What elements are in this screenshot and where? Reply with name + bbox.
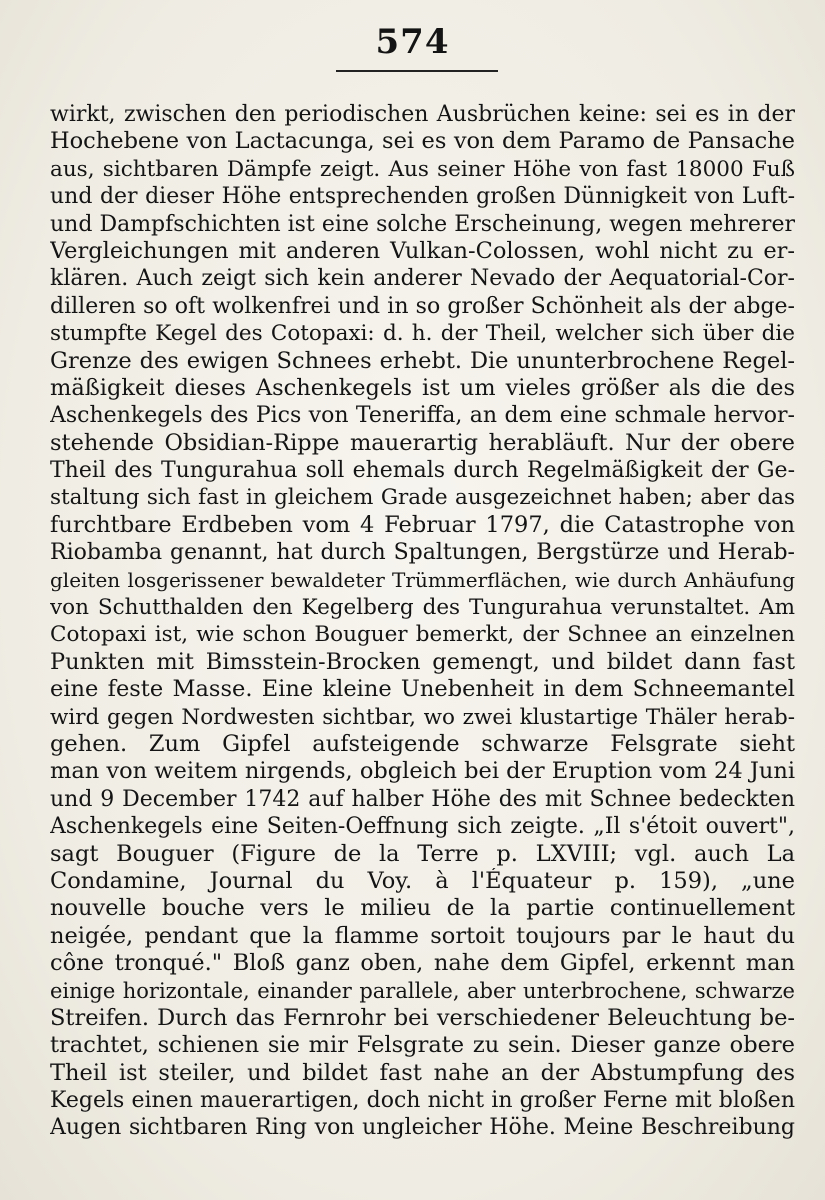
text-line: furchtbare Erdbeben vom 4 Februar 1797, die Catastrophe von xyxy=(50,511,795,538)
text-line: trachtet, schienen sie mir Felsgrate zu sein. Dieser ganze obere xyxy=(50,1032,795,1059)
text-line: Theil des Tungurahua soll ehemals durch Regelmäßigkeit der Ge- xyxy=(50,458,795,484)
text-line: Streifen. Durch das Fernrohr bei verschiedener Beleuchtung be- xyxy=(50,1004,795,1031)
text-line: Grenze des ewigen Schnees erhebt. Die ununterbrochene Regel- xyxy=(50,347,795,374)
text-line: klären. Auch zeigt sich kein anderer Nevado der Aequatorial-Cor- xyxy=(50,266,795,292)
text-line: stumpfte Kegel des Cotopaxi: d. h. der Theil, welcher sich über die xyxy=(50,321,795,347)
text-line: und 9 December 1742 auf halber Höhe des mit Schnee bedeckten xyxy=(50,786,795,812)
text-line: neigée, pendant que la flamme sortoit toujours par le haut du xyxy=(50,922,795,949)
header-rule xyxy=(336,70,498,72)
text-line: Riobamba genannt, hat durch Spaltungen, Bergstürze und Herab- xyxy=(50,540,795,566)
text-line: und Dampfschichten ist eine solche Erscheinung, wegen mehrerer xyxy=(50,211,795,237)
body-text xyxy=(50,101,795,1142)
text-line: dilleren so oft wolkenfrei und in so großer Schönheit als der abge- xyxy=(50,293,795,319)
text-line: gleiten losgerissener bewaldeter Trümmerflächen, wie durch Anhäufung xyxy=(50,567,795,592)
text-line: Cotopaxi ist, wie schon Bouguer bemerkt, der Schnee an einzelnen xyxy=(50,622,795,648)
text-line: aus, sichtbaren Dämpfe zeigt. Aus seiner Höhe von fast 18000 Fuß xyxy=(50,156,795,182)
text-line: Theil ist steiler, und bildet fast nahe an der Abstumpfung des xyxy=(50,1059,795,1086)
text-line: Augen sichtbaren Ring von ungleicher Höhe. Meine Beschreibung xyxy=(50,1115,795,1141)
text-line: cône tronqué." Bloß ganz oben, nahe dem Gipfel, erkennt man xyxy=(50,950,795,977)
text-line: eine feste Masse. Eine kleine Unebenheit in dem Schneemantel xyxy=(50,676,795,703)
text-line: Hochebene von Lactacunga, sei es von dem Paramo de Pansache xyxy=(50,128,795,155)
text-line: stehende Obsidian-Rippe mauerartig herabläuft. Nur der obere xyxy=(50,429,795,456)
text-line: und der dieser Höhe entsprechenden großen Dünnigkeit von Luft- xyxy=(50,184,795,210)
text-line: wird gegen Nordwesten sichtbar, wo zwei klustartige Thäler herab- xyxy=(50,704,795,730)
text-line: mäßigkeit dieses Aschenkegels ist um vieles größer als die des xyxy=(50,374,795,401)
text-line: sagt Bouguer (Figure de la Terre p. LXVIII; vgl. auch La xyxy=(50,840,795,867)
text-line: gehen. Zum Gipfel aufsteigende schwarze Felsgrate sieht xyxy=(50,730,795,757)
page-number: 574 xyxy=(375,22,450,62)
text-line: Aschenkegels eine Seiten-Oeffnung sich zeigte. „Il s'étoit ouvert", xyxy=(50,814,795,840)
text-line: Aschenkegels des Pics von Teneriffa, an dem eine schmale hervor- xyxy=(50,403,795,429)
text-line: wirkt, zwischen den periodischen Ausbrüchen keine: sei es in der xyxy=(50,102,795,127)
text-line: Kegels einen mauerartigen, doch nicht in großer Ferne mit bloßen xyxy=(50,1088,795,1114)
text-line: staltung sich fast in gleichem Grade ausgezeichnet haben; aber das xyxy=(50,485,795,511)
text-line: Punkten mit Bimsstein-Brocken gemengt, und bildet dann fast xyxy=(50,648,795,675)
text-line: Condamine, Journal du Voy. à l'Équateur p. 159), „une xyxy=(50,867,795,894)
text-line: Vergleichungen mit anderen Vulkan-Colossen, wohl nicht zu er- xyxy=(50,237,795,264)
text-line: man von weitem nirgends, obgleich bei der Eruption vom 24 Juni xyxy=(50,758,795,785)
text-line: von Schutthalden den Kegelberg des Tungurahua verunstaltet. Am xyxy=(50,595,795,621)
text-line: nouvelle bouche vers le milieu de la partie continuellement xyxy=(50,895,795,922)
text-line: einige horizontale, einander parallele, aber unterbrochene, schwarze xyxy=(50,978,795,1003)
